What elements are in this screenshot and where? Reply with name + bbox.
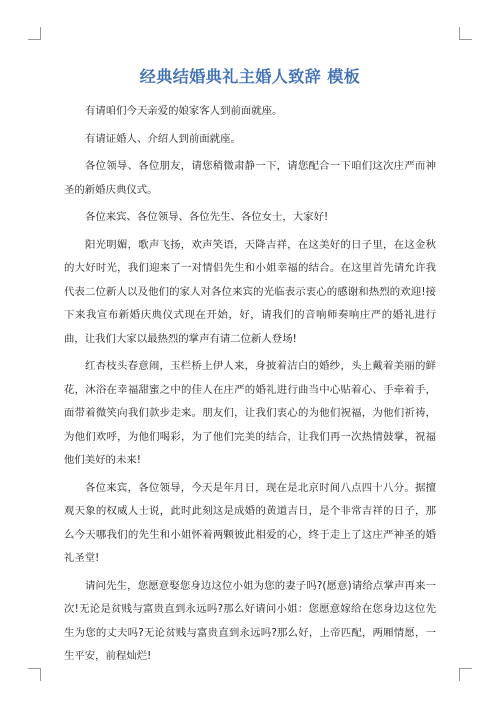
paragraph-auspicious-day: 各位来宾，各位领导，今天是年月日，现在是北京时间八点四十八分。据擅观天象的权威人士说，此时此刻这是成婚的黄道吉日，是个非常吉祥的日子，那么今天哪我们的先生和小姐怀着两颗彼此相爱的心，终于走上了这庄严神圣的婚礼圣堂! xyxy=(64,481,436,564)
document-body xyxy=(64,100,436,673)
document-title: 经典结婚典礼主婚人致辞 模板 xyxy=(139,67,361,86)
paragraph-vows: 请问先生，您愿意娶您身边这位小姐为您的妻子吗?(愿意)请给点掌声再来一次!无论是贫贱与富贵直到永远吗?那么好请问小姐：您愿意嫁给在您身边这位先生为您的丈夫吗?无论贫贱与富贵直到永远吗?那么好，上帝匹配，两厢情愿，一生平安，前程灿烂! xyxy=(64,579,436,662)
paragraph-invite-witness: 有请证婚人、介绍人到前面就座。 xyxy=(85,132,241,145)
crop-mark-top-left xyxy=(28,27,41,40)
paragraph-greeting: 各位来宾、各位领导、各位先生、各位女士，大家好! xyxy=(85,211,329,223)
crop-mark-bottom-right xyxy=(459,668,472,681)
crop-mark-top-right xyxy=(459,27,472,40)
paragraph-opening: 阳光明媚，歌声飞扬，欢声笑语，天降吉祥，在这美好的日子里，在这金秋的大好时光，我们迎来了一对情侣先生和小姐幸福的结合。在这里首先请允许我代表二位新人以及他们的家人对各位来宾的光临表示衷心的感谢和热烈的欢迎!接下来我宣布新婚庆典仪式现在开始，好，请我们的音响师奏响庄严的婚礼进行曲，让我们大家以最热烈的掌声有请二位新人登场! xyxy=(64,238,436,345)
paragraph-entrance: 红杏枝头春意闹，玉栏桥上伊人来，身披着洁白的婚纱，头上戴着美丽的鲜花，沐浴在幸福甜蜜之中的佳人在庄严的婚礼进行曲当中心贴着心、手牵着手，面带着微笑向我们款步走来。朋友们，让我们衷心的为他们祝福，为他们祈祷，为他们欢呼，为他们喝彩，为了他们完美的结合，让我们再一次热情鼓掌，祝福他们美好的未来! xyxy=(64,360,436,466)
paragraph-invite-family: 有请咱们今天亲爱的娘家客人到前面就座。 xyxy=(85,105,283,117)
crop-mark-bottom-left xyxy=(28,668,41,681)
paragraph-quiet-please: 各位领导、各位朋友，请您稍微肃静一下，请您配合一下咱们这次庄严而神圣的新婚庆典仪式。 xyxy=(64,160,436,196)
